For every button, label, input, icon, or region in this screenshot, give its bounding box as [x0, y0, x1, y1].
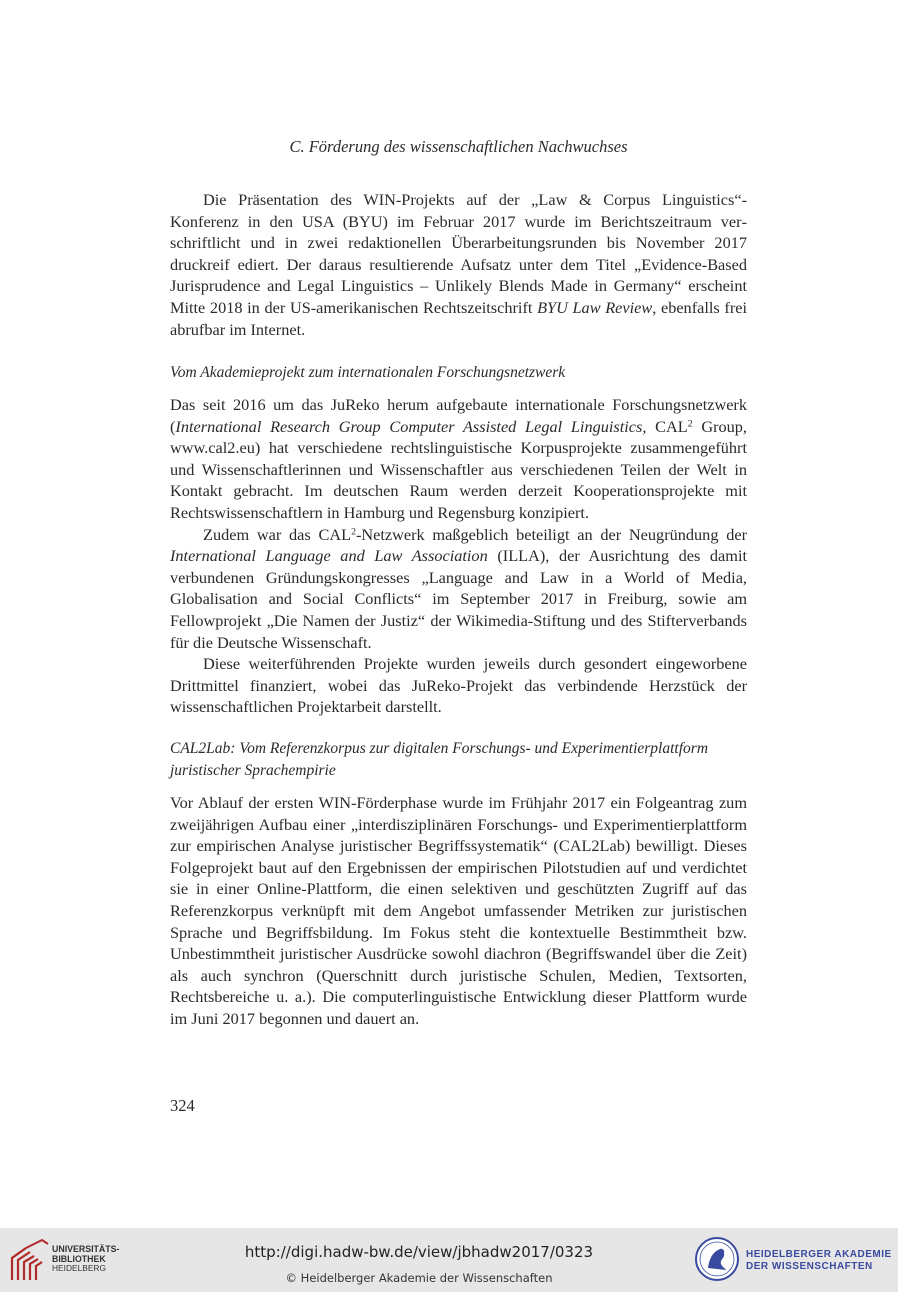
section-2-body: [170, 792, 747, 1030]
permalink-url[interactable]: http://digi.hadw-bw.de/view/jbhadw2017/0323: [244, 1243, 594, 1261]
paragraph-4: Diese weiterführenden Projekte wurden jeweils durch gesondert eingeworbene Drittmittel finanziert, wobei das JuReko-Projekt das verbindende Herzstück der wissenschaftlichen Projektarbeit darstellt.: [170, 654, 747, 717]
footer-bar: [0, 1228, 898, 1292]
paragraph-2-text-b: CAL: [646, 416, 688, 436]
paragraph-1: [170, 189, 747, 340]
running-head: C. Förderung des wissenschaftlichen Nachwuchses: [289, 137, 628, 156]
section-heading-cal2lab-line-2: juristischer Sprachempirie: [170, 762, 336, 779]
section-heading-forschungsnetzwerk: Vom Akademieprojekt zum internationalen Forschungsnetzwerk: [170, 364, 566, 381]
academy-line-2: DER WISSENSCHAFTEN: [746, 1260, 873, 1272]
journal-title: BYU Law Review: [537, 297, 653, 317]
copyright-notice: © Heidelberger Akademie der Wissenschaften: [285, 1271, 553, 1285]
library-line-2: BIBLIOTHEK: [52, 1253, 106, 1264]
network-name: International Research Group Computer Assisted Legal Linguistics,: [175, 416, 647, 436]
library-line-3: HEIDELBERG: [52, 1263, 106, 1274]
paragraph-3-text-a: Zudem war das CAL: [203, 524, 352, 544]
academy-label: [746, 1249, 892, 1272]
library-line-1: UNIVERSITÄTS-: [52, 1244, 120, 1254]
paragraph-2-text-a: Das seit 2016 um das JuReko herum aufgebaute internationale Forschungsnetzwerk (: [170, 395, 747, 436]
section-1-body: [170, 394, 747, 718]
paragraph-3: [170, 524, 747, 654]
section-heading-cal2lab: [170, 738, 747, 782]
page-number: 324: [170, 1096, 195, 1115]
academy-line-1: HEIDELBERGER AKADEMIE: [746, 1249, 892, 1260]
section-heading-cal2lab-line-1: CAL2Lab: Vom Referenzkorpus zur digitalen Forschungs- und Experimentierplattform: [170, 740, 709, 757]
superscript-2: 2: [351, 526, 356, 538]
paragraph-5: Vor Ablauf der ersten WIN-Förderphase wurde im Frühjahr 2017 ein Folgeantrag zum zweijährigen Aufbau einer „interdisziplinären Forschungs- und Experimentierplattform zur empirischen Analyse juristischer Begriffssystematik“ (CAL2Lab) bewilligt. Dieses Folgeprojekt baut auf den Ergebnissen der empirischen Pilotstudien auf und verdichtet sie in einer Online-Plattform, die einen selektiven und geschützten Zugriff auf das Referenzkorpus verknüpft mit dem Angebot umfassender Metriken zur juristischen Sprache und Begriffsbildung. Im Fokus steht die kontextuelle Bestimmtheit bzw. Unbestimmtheit juristischer Ausdrücke sowohl diachron (Begriffswandel über die Zeit) als auch synchron (Querschnitt durch juristische Schulen, Medien, Textsorten, Rechtsbereiche u. a.). Die computerlinguistische Entwicklung dieser Plattform wurde im Juni 2017 begonnen und dauert an.: [170, 793, 747, 1028]
paragraph-1-text: Die Präsentation des WIN-Projekts auf der „Law & Corpus Linguistics“-Konferenz in den USA (BYU) im Februar 2017 wurde im Berichtszeitraum verschriftlicht und in zwei redaktionellen Überarbeitungsrunden bis November 2017 druckreif ediert. Der daraus resultierende Aufsatz unter dem Titel „Evidence-Based Jurisprudence and Legal Linguistics – Unlikely Blends Made in Germany“ erscheint Mitte 2018 in der US-amerikanischen Rechtszeitschrift: [170, 190, 747, 317]
paragraph-3-text-c: (ILLA), der Ausrichtung des damit verbundenen Gründungskongresses „Language and Law in a World of Media, Globalisation and Social Conflicts“ im September 2017 in Freiburg, sowie am Fellowprojekt „Die Namen der Justiz“ der Wikimedia-Stiftung und des Stifterverbands für die Deutsche Wissenschaft.: [170, 546, 747, 652]
paragraph-2-text-c: Group, www.cal2.eu) hat verschiedene rechtslinguistische Korpusprojekte zusammengeführt und Wissenschaftlerinnen und Wissenschaftler aus verschiedenen Teilen der Welt in Kontakt gebracht. Im deutschen Raum werden derzeit Kooperationsprojekte mit Rechtswissenschaftlern in Hamburg und Regensburg konzipiert.: [170, 416, 747, 522]
paragraph-2: [170, 394, 747, 524]
association-name: International Language and Law Association: [170, 546, 488, 566]
paragraph-3-text-b: -Netzwerk maßgeblich beteiligt an der Neugründung der: [355, 524, 748, 544]
university-library-logo-icon: [8, 1236, 52, 1284]
university-library-label: [52, 1245, 119, 1274]
superscript-2: 2: [687, 418, 693, 430]
academy-seal-icon: [694, 1236, 740, 1282]
paragraph-1-end: , ebenfalls frei abrufbar im Internet.: [170, 297, 747, 339]
